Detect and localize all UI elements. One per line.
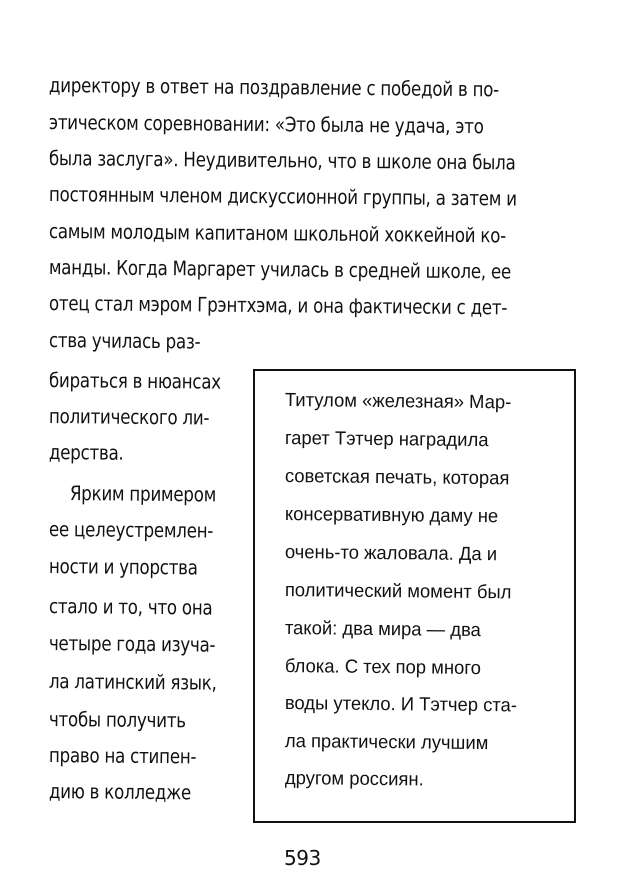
sidebar-text-line: политический момент был xyxy=(284,579,512,604)
sidebar-box xyxy=(253,369,576,823)
main-text-line: манды. Когда Маргарет училась в средней школе, ее xyxy=(48,255,512,284)
main-text-line: директору в ответ на поздравление с победой в по- xyxy=(48,73,500,102)
main-text-line: дию в колледже xyxy=(48,779,192,805)
main-text-line: дерства. xyxy=(48,440,124,465)
sidebar-text-line: воды утекло. И Тэтчер ста- xyxy=(284,692,518,717)
main-text-line: право на стипен- xyxy=(48,743,197,769)
sidebar-text-line: Титулом «железная» Мар- xyxy=(284,389,512,414)
main-text-line: самым молодым капитаном школьной хоккейной ко- xyxy=(48,219,507,248)
main-text-line: политического ли- xyxy=(48,404,210,430)
sidebar-text-line: блока. С тех пор много xyxy=(284,655,481,680)
main-text-line: четыре года изуча- xyxy=(48,631,216,657)
main-text-line: этическом соревновании: «Это была не удача, это xyxy=(48,110,484,139)
sidebar-text-line: советская печать, которая xyxy=(284,465,510,490)
main-text-line: постоянным членом дискуссионной группы, а затем и xyxy=(48,182,517,211)
sidebar-text-line: такой: два мира — два xyxy=(284,617,481,642)
main-text-line: бираться в нюансах xyxy=(48,368,221,394)
main-text-line: ства училась раз- xyxy=(48,328,201,354)
sidebar-text-line: другом россиян. xyxy=(284,767,424,791)
page-number: 593 xyxy=(284,846,321,870)
main-text-line: ности и упорства xyxy=(48,554,198,580)
sidebar-text-line: ла практически лучшим xyxy=(284,730,489,755)
sidebar-text-line: очень-то жаловала. Да и xyxy=(284,541,498,566)
main-text-line: отец стал мэром Грэнтхэма, и она фактически с дет- xyxy=(48,291,508,320)
main-text-line: ее целеустремлен- xyxy=(48,517,214,543)
main-text-line: стало и то, что она xyxy=(48,594,213,620)
main-text-line: была заслуга». Неудивительно, что в школе она была xyxy=(48,146,516,175)
main-text-line: чтобы получить xyxy=(48,707,186,733)
sidebar-text-line: гарет Тэтчер наградила xyxy=(284,427,489,452)
sidebar-text-line: консервативную даму не xyxy=(284,503,499,528)
main-text-line: ла латинский язык, xyxy=(48,669,217,695)
main-text-line: Ярким примером xyxy=(69,481,217,507)
